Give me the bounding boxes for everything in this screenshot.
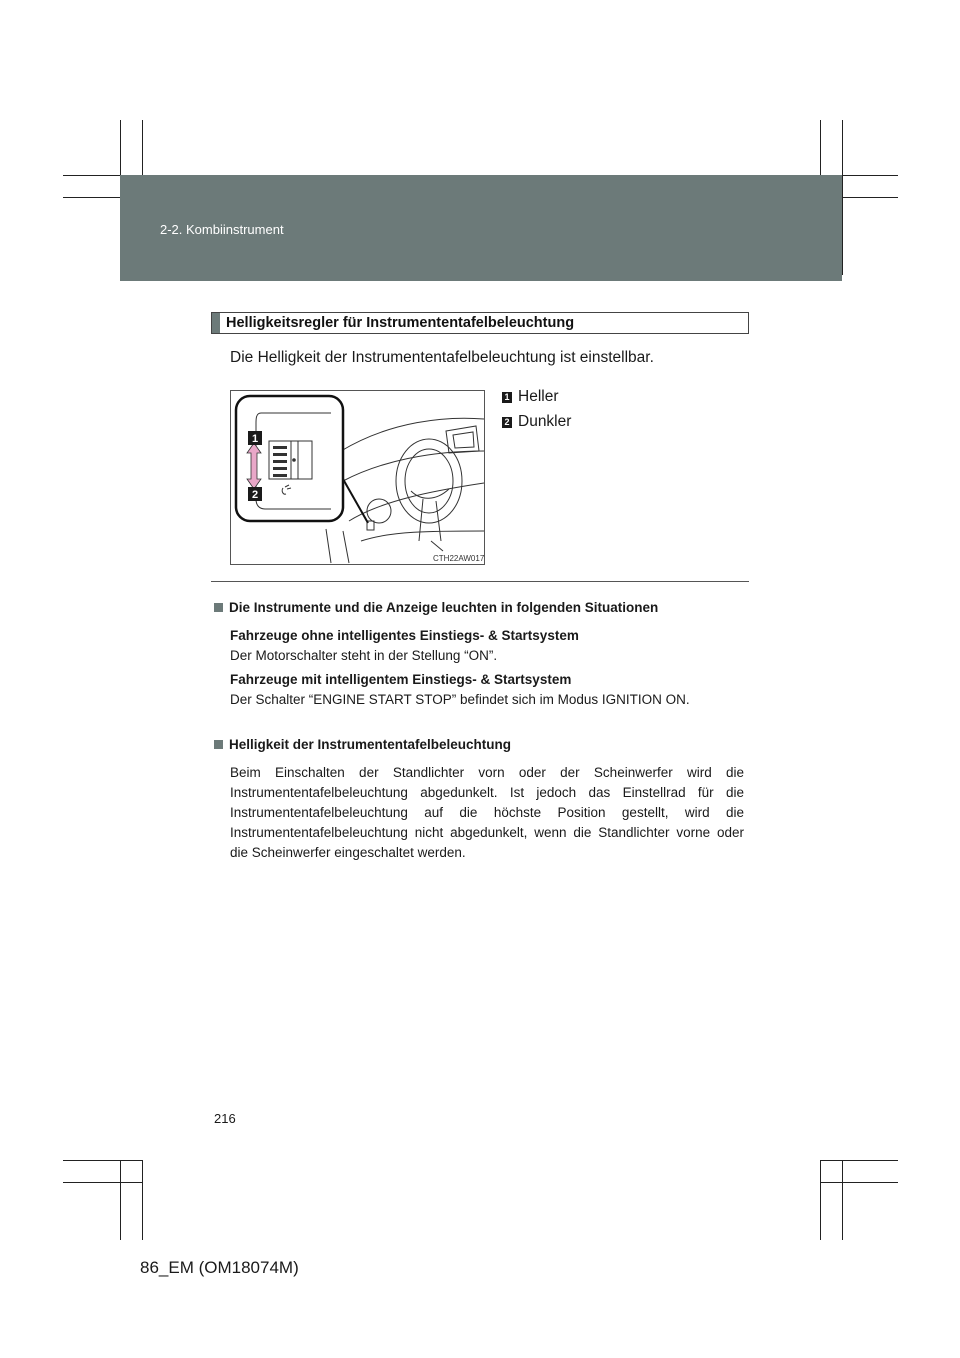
note-subheading: Fahrzeuge ohne intelligentes Einstiegs- & Startsystem <box>230 628 579 643</box>
note-text: Beim Einschalten der Standlichter vorn oder der Scheinwerfer wird die Instrumententafelbeleuchtung abgedunkelt. Ist jedoch das Einstellrad für die Instrumententafelbeleuchtung auf die höchste Position gestellt, wird die Instrumententafelbeleuchtung nicht abgedunkelt, wenn die Standlichter vorne oder die Scheinwerfer eingeschaltet werden. <box>230 765 744 860</box>
footer-code: 86_EM (OM18074M) <box>140 1258 299 1277</box>
crop-mark <box>842 1160 843 1240</box>
note-heading-text: Helligkeit der Instrumententafelbeleuchtung <box>229 737 512 752</box>
dashboard-illustration <box>230 390 485 565</box>
note-paragraph <box>230 626 744 666</box>
note-paragraph <box>230 670 744 710</box>
section-title: Helligkeitsregler für Instrumententafelbeleuchtung <box>226 315 575 331</box>
section-divider <box>211 581 749 582</box>
intro-text: Die Helligkeit der Instrumententafelbeleuchtung ist einstellbar. <box>230 349 654 366</box>
note-subheading: Fahrzeuge mit intelligentem Einstiegs- & Startsystem <box>230 672 572 687</box>
crop-mark <box>120 1160 121 1240</box>
svg-text:1: 1 <box>251 433 259 445</box>
crop-mark <box>142 1160 143 1240</box>
crop-mark <box>63 1182 143 1183</box>
legend-label: Heller <box>518 388 559 405</box>
title-accent-bar <box>212 313 220 333</box>
note-heading-text: Die Instrumente und die Anzeige leuchten in folgenden Situationen <box>229 600 659 615</box>
square-bullet-icon <box>214 740 223 749</box>
legend-label: Dunkler <box>518 413 572 430</box>
note-text: Der Motorschalter steht in der Stellung “ON”. <box>230 648 498 663</box>
section-title-box <box>211 312 749 334</box>
svg-text:2: 2 <box>251 489 259 501</box>
number-marker: 2 <box>502 417 512 428</box>
crop-mark <box>820 1182 898 1183</box>
legend-item-brighter <box>502 388 558 406</box>
crop-mark <box>820 1160 821 1240</box>
dashboard-drawing <box>231 391 484 564</box>
square-bullet-icon <box>214 603 223 612</box>
note-text: Der Schalter “ENGINE START STOP” befindet sich im Modus IGNITION ON. <box>230 692 690 707</box>
number-marker: 1 <box>502 392 512 403</box>
legend-item-darker <box>502 413 571 431</box>
note-heading <box>214 600 658 615</box>
crop-mark <box>820 1160 898 1161</box>
page-number: 216 <box>214 1111 236 1126</box>
figure-code: CTH22AW017 <box>433 554 484 563</box>
crop-mark <box>63 1160 143 1161</box>
note-heading <box>214 737 511 752</box>
chapter-breadcrumb: 2-2. Kombiinstrument <box>160 222 284 237</box>
